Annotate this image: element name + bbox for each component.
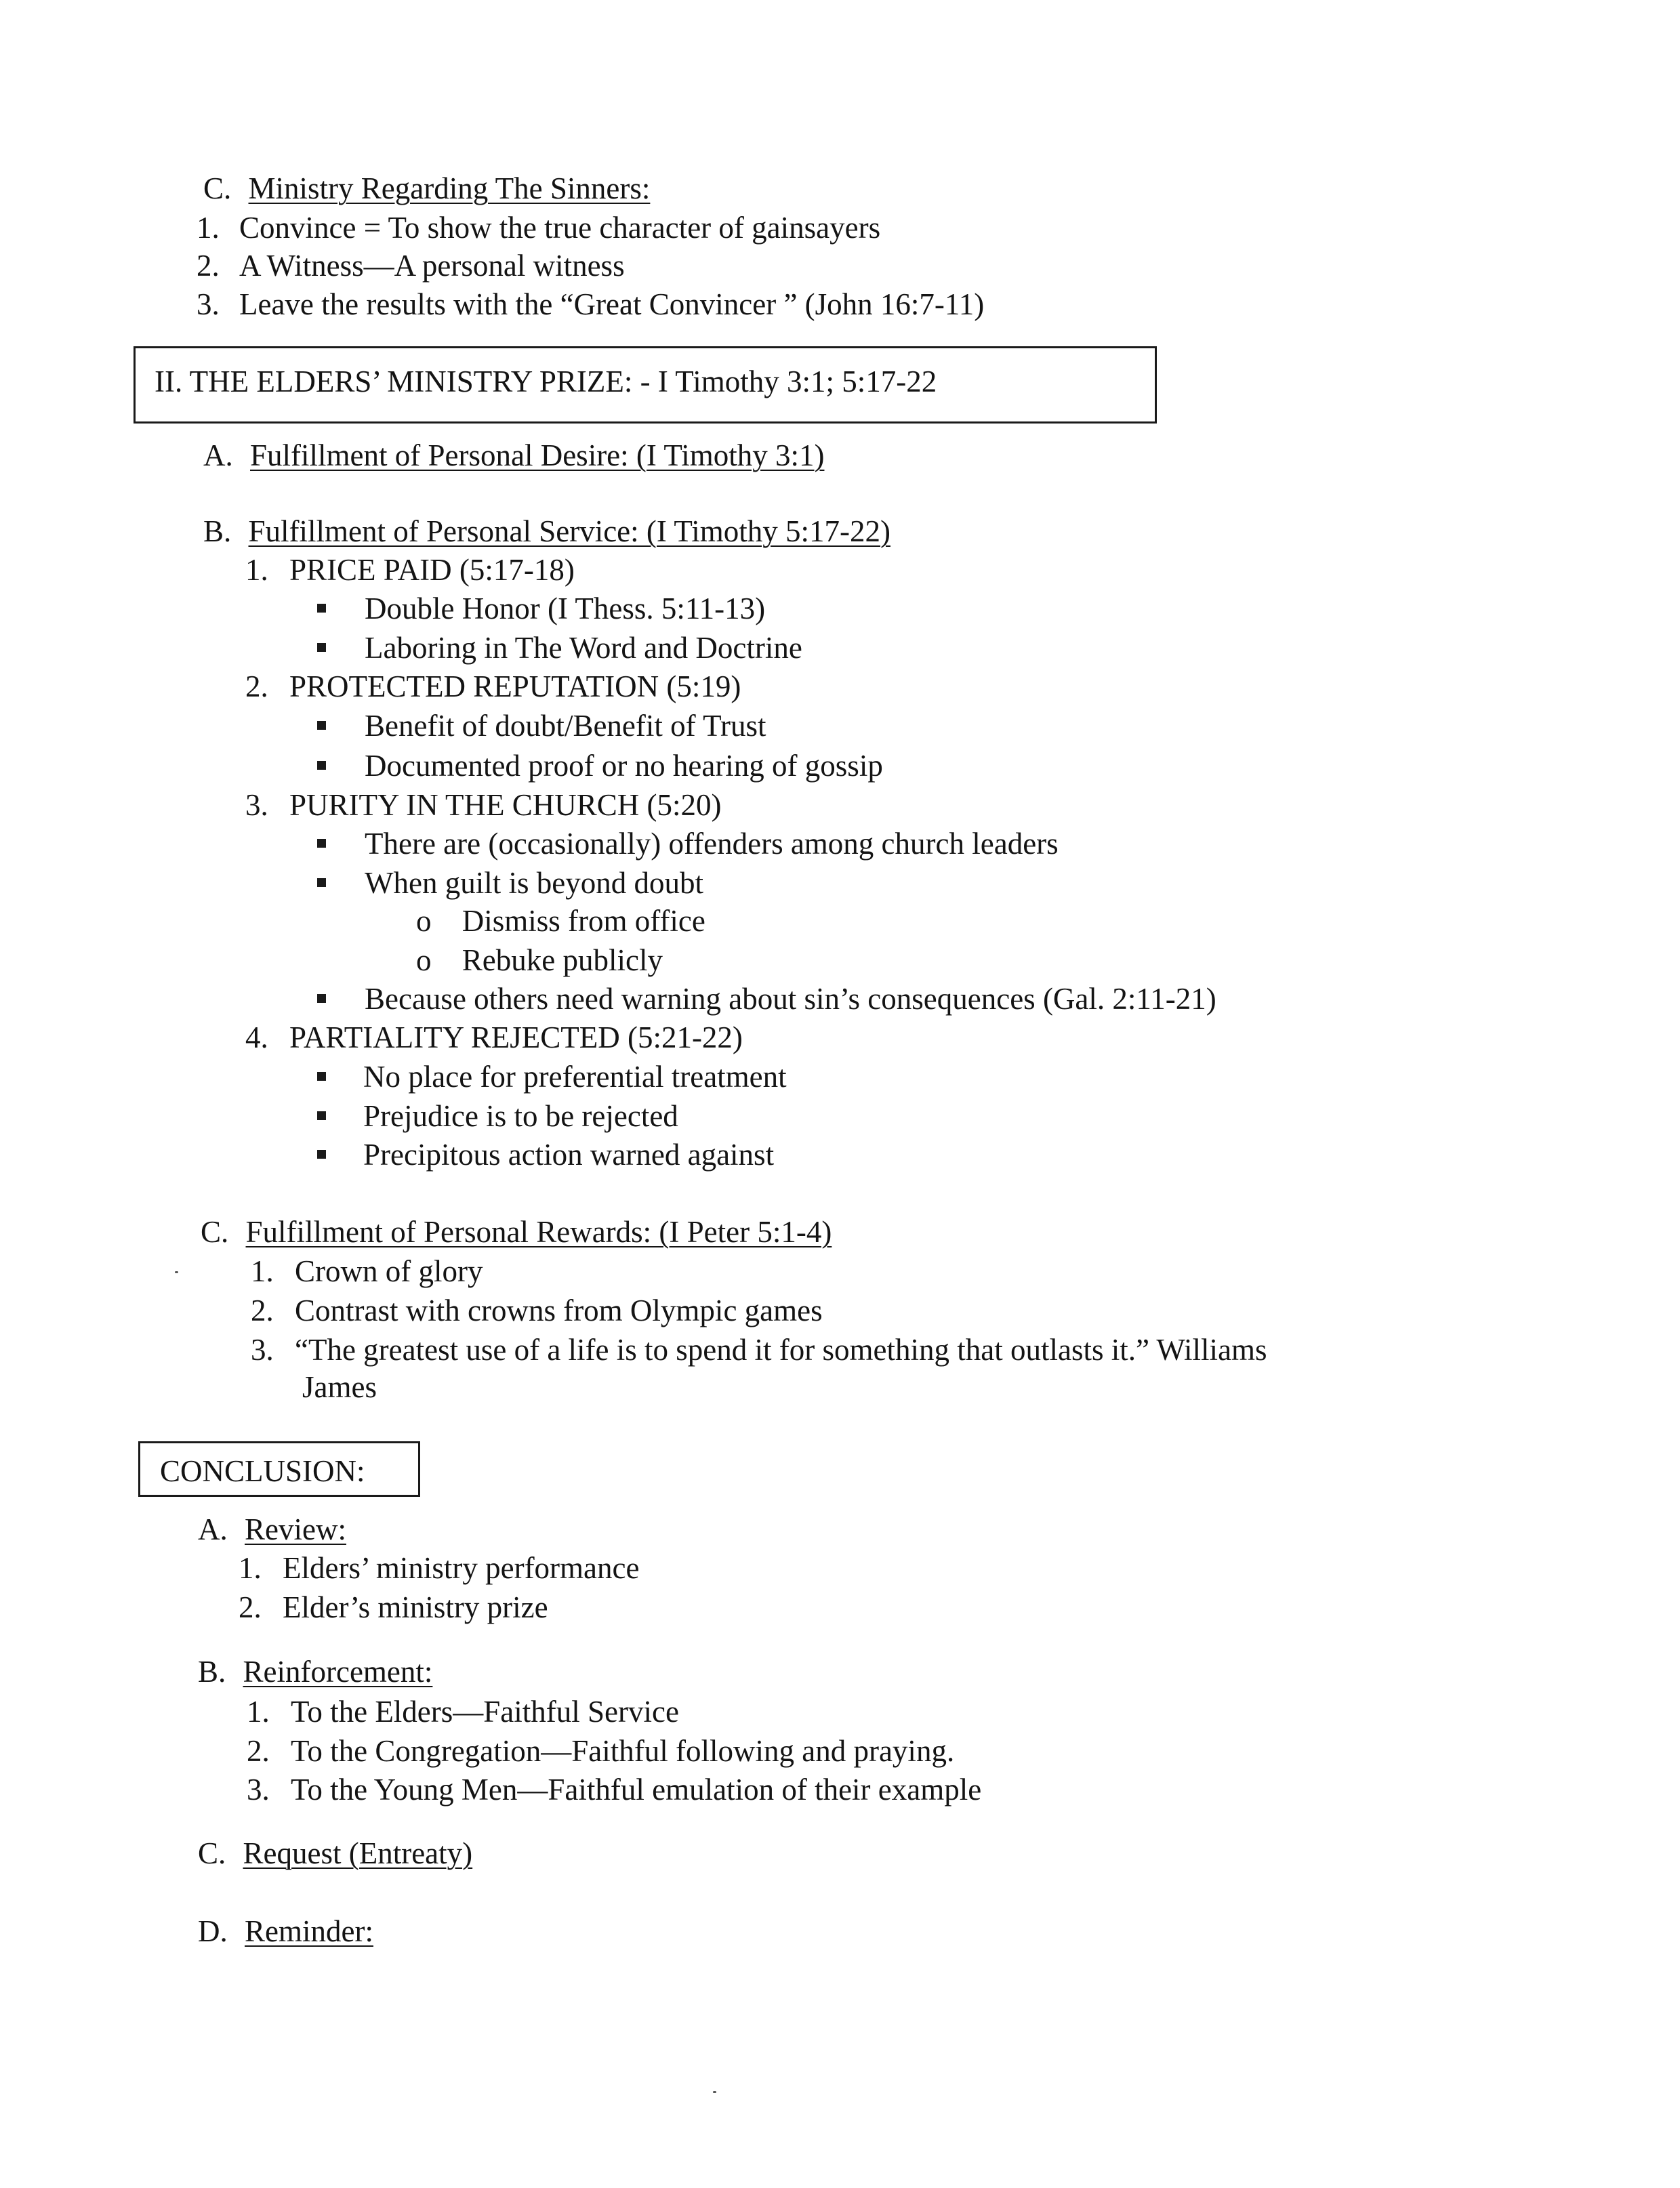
item-text: Elders’ ministry performance [283, 1551, 640, 1585]
item-number: 2. [239, 1590, 262, 1624]
bullet-icon [317, 1150, 326, 1159]
list-item [239, 1550, 639, 1586]
bullet-icon [317, 1111, 326, 1120]
item-text-continuation: James [302, 1370, 377, 1404]
section-ii-c [201, 1214, 832, 1250]
list-item [251, 1293, 823, 1328]
item-label: C. [198, 1836, 226, 1870]
circle-bullet-icon: o [416, 943, 432, 977]
item-text: PRICE PAID (5:17-18) [289, 553, 575, 587]
conclusion-a [198, 1512, 346, 1547]
list-item [245, 1020, 743, 1055]
list-item [239, 1590, 548, 1625]
item-title: Review: [245, 1512, 346, 1546]
item-number: 3. [247, 1773, 270, 1807]
item-number: 2. [245, 669, 268, 703]
item-text: PARTIALITY REJECTED (5:21-22) [289, 1020, 743, 1054]
item-text: Contrast with crowns from Olympic games [295, 1294, 823, 1327]
section-c-heading [203, 171, 650, 206]
sub-bullet-text: Rebuke publicly [462, 943, 663, 977]
list-item [197, 248, 625, 283]
bullet-icon [317, 761, 326, 770]
conclusion-b [198, 1654, 432, 1689]
item-number: 2. [251, 1294, 274, 1327]
item-text: “The greatest use of a life is to spend it for something that outlasts it.” Williams [295, 1333, 1267, 1367]
item-title: Reinforcement: [243, 1655, 433, 1689]
item-title: Fulfillment of Personal Service: (I Timothy 5:17-22) [248, 514, 890, 548]
list-item [247, 1772, 981, 1807]
list-item [247, 1694, 679, 1729]
section-ii-b [203, 514, 890, 549]
item-number: 4. [245, 1020, 268, 1054]
conclusion-c [198, 1836, 472, 1871]
sub-bullet-item [416, 943, 663, 978]
item-label: B. [203, 514, 232, 548]
list-item [245, 552, 575, 587]
item-number: 1. [251, 1254, 274, 1288]
bullet-icon [317, 878, 326, 887]
scan-speck [175, 1271, 178, 1273]
bullet-text: Documented proof or no hearing of gossip [365, 749, 883, 783]
list-item [247, 1733, 954, 1769]
item-text: To the Elders—Faithful Service [291, 1695, 679, 1729]
item-text: PROTECTED REPUTATION (5:19) [289, 669, 741, 703]
item-number: 3. [245, 788, 268, 822]
bullet-text: Because others need warning about sin’s consequences (Gal. 2:11-21) [365, 982, 1216, 1016]
bullet-icon [317, 643, 326, 652]
bullet-text: When guilt is beyond doubt [365, 866, 703, 900]
bullet-icon [317, 839, 326, 848]
bullet-text: Double Honor (I Thess. 5:11-13) [365, 592, 766, 625]
scan-speck [713, 2091, 716, 2093]
item-number: 1. [239, 1551, 262, 1585]
conclusion-d [198, 1914, 373, 1949]
item-label: A. [198, 1512, 228, 1546]
bullet-text: There are (occasionally) offenders among church leaders [365, 827, 1059, 861]
item-title: Fulfillment of Personal Rewards: (I Peter 5:1-4) [245, 1215, 832, 1249]
bullet-icon [317, 721, 326, 730]
list-item [197, 210, 880, 245]
section-c-label: C. [203, 171, 232, 205]
item-text: PURITY IN THE CHURCH (5:20) [289, 788, 722, 822]
bullet-icon [317, 604, 326, 613]
item-number: 1. [197, 211, 220, 245]
list-item [251, 1254, 483, 1289]
list-item [245, 787, 722, 823]
item-title: Fulfillment of Personal Desire: (I Timothy 3:1) [250, 438, 825, 472]
conclusion-heading: CONCLUSION: [160, 1454, 365, 1488]
list-item [245, 669, 741, 704]
section-ii-heading: II. THE ELDERS’ MINISTRY PRIZE: - I Timothy 3:1; 5:17-22 [155, 365, 937, 398]
bullet-icon [317, 1072, 326, 1081]
list-item [251, 1332, 1267, 1367]
list-item [197, 287, 984, 322]
section-c-title: Ministry Regarding The Sinners: [248, 171, 651, 205]
bullet-text: Benefit of doubt/Benefit of Trust [365, 709, 766, 743]
item-number: 3. [197, 287, 220, 321]
item-label: D. [198, 1914, 228, 1948]
item-title: Request (Entreaty) [243, 1836, 473, 1870]
item-number: 2. [247, 1734, 270, 1768]
bullet-text: Laboring in The Word and Doctrine [365, 631, 802, 665]
item-text: Leave the results with the “Great Convincer ” (John 16:7-11) [239, 287, 985, 321]
item-text: Convince = To show the true character of gainsayers [239, 211, 881, 245]
item-label: C. [201, 1215, 229, 1249]
item-number: 1. [247, 1695, 270, 1729]
circle-bullet-icon: o [416, 904, 432, 938]
item-label: A. [203, 438, 233, 472]
bullet-icon [317, 994, 326, 1003]
section-ii-a [203, 438, 824, 473]
item-text: To the Congregation—Faithful following and praying. [291, 1734, 955, 1768]
bullet-text: No place for preferential treatment [363, 1060, 787, 1094]
item-text: To the Young Men—Faithful emulation of their example [291, 1773, 982, 1807]
sub-bullet-item [416, 903, 705, 938]
item-text: Elder’s ministry prize [283, 1590, 548, 1624]
sub-bullet-text: Dismiss from office [462, 904, 705, 938]
item-number: 2. [197, 249, 220, 283]
item-text: Crown of glory [295, 1254, 483, 1288]
item-text: A Witness—A personal witness [239, 249, 625, 283]
item-title: Reminder: [245, 1914, 373, 1948]
item-label: B. [198, 1655, 226, 1689]
bullet-text: Precipitous action warned against [363, 1138, 775, 1172]
item-number: 3. [251, 1333, 274, 1367]
bullet-text: Prejudice is to be rejected [363, 1099, 678, 1133]
item-number: 1. [245, 553, 268, 587]
